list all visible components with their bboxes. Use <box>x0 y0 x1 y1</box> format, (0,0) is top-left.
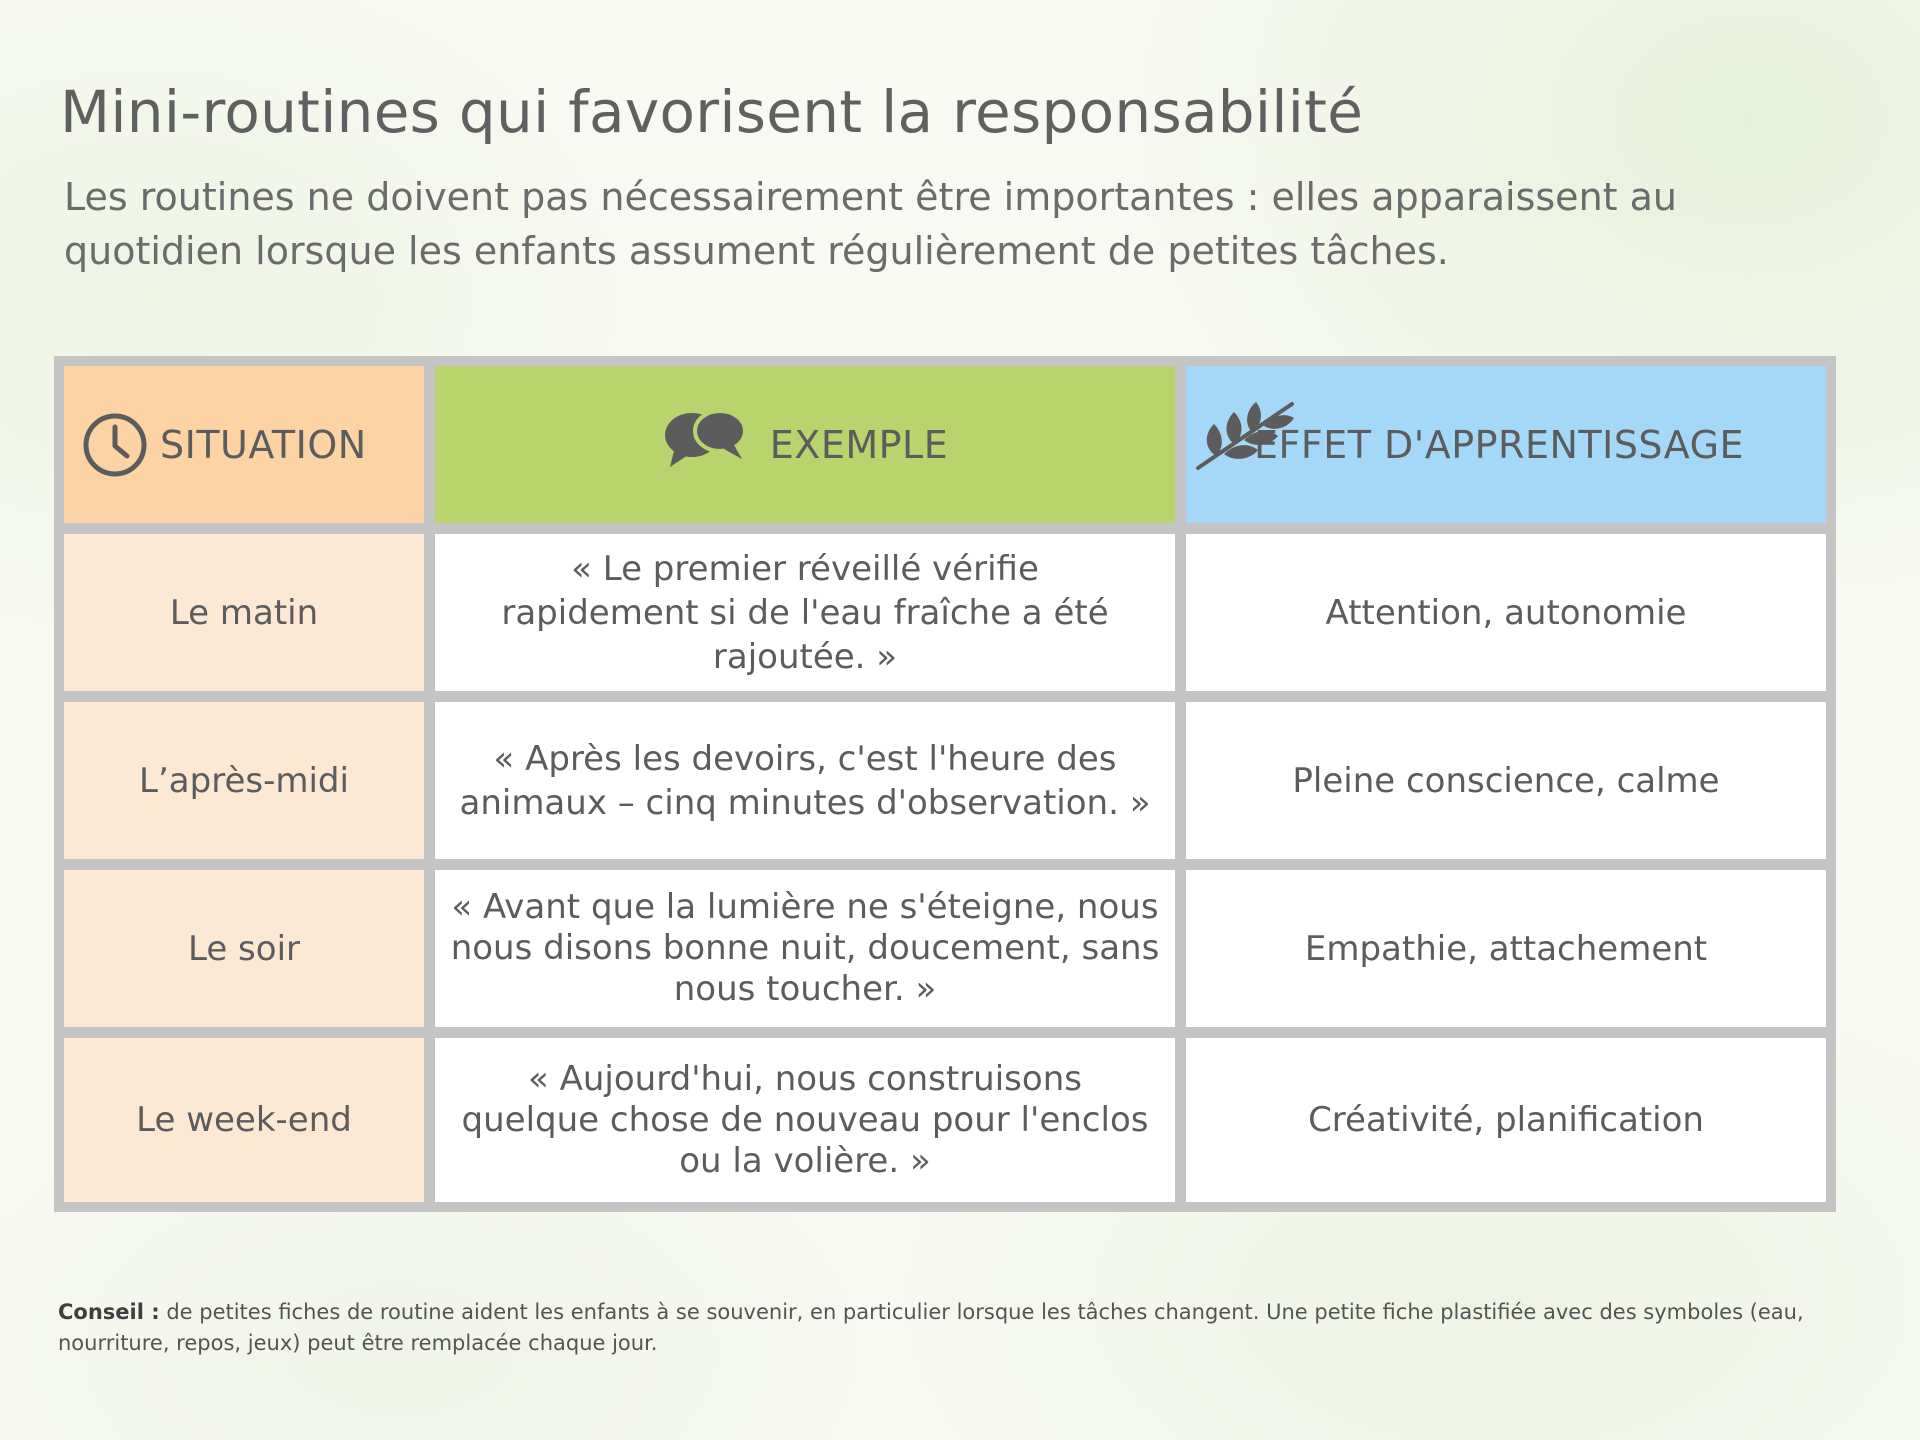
table-row-example: « Le premier réveillé vérifie rapidement si de l'eau fraîche a été rajoutée. » <box>435 534 1175 691</box>
tip-text: de petites fiches de routine aident les enfants à se souvenir, en particulier lorsque les tâches changent. Une petite fiche plastifiée avec des symboles (eau, nourriture, repos, jeux) peut être remplacée chaque jour. <box>58 1300 1804 1355</box>
column-header-learning-effect-label: EFFET D'APPRENTISSAGE <box>1254 422 1745 467</box>
column-header-example <box>435 366 1175 523</box>
table-row-situation: Le matin <box>64 534 424 691</box>
speech-bubbles-icon <box>662 407 748 469</box>
table-row-effect: Pleine conscience, calme <box>1186 702 1826 859</box>
table-row-situation: Le soir <box>64 870 424 1027</box>
table-row-effect: Empathie, attachement <box>1186 870 1826 1027</box>
column-header-situation-label: SITUATION <box>160 422 367 467</box>
table-row-example: « Après les devoirs, c'est l'heure des animaux – cinq minutes d'observation. » <box>435 702 1175 859</box>
column-header-situation <box>64 366 424 523</box>
page-subtitle: Les routines ne doivent pas nécessairement être importantes : elles apparaissent au quotidien lorsque les enfants assument régulièrement de petites tâches. <box>64 175 1677 273</box>
tip-note <box>58 1297 1818 1359</box>
column-header-example-label: EXEMPLE <box>769 422 949 467</box>
table-row-example: « Avant que la lumière ne s'éteigne, nous nous disons bonne nuit, doucement, sans nous toucher. » <box>435 870 1175 1027</box>
tip-label: Conseil : <box>58 1300 160 1324</box>
table-row-effect: Créativité, planification <box>1186 1038 1826 1202</box>
routines-table <box>54 356 1836 1212</box>
table-row-situation: L’après-midi <box>64 702 424 859</box>
table-row-situation: Le week-end <box>64 1038 424 1202</box>
page-title: Mini-routines qui favorisent la responsabilité <box>60 78 1364 146</box>
clock-icon <box>82 412 148 478</box>
table-row-example: « Aujourd'hui, nous construisons quelque chose de nouveau pour l'enclos ou la volière. » <box>435 1038 1175 1202</box>
column-header-learning-effect <box>1186 366 1826 523</box>
table-row-effect: Attention, autonomie <box>1186 534 1826 691</box>
